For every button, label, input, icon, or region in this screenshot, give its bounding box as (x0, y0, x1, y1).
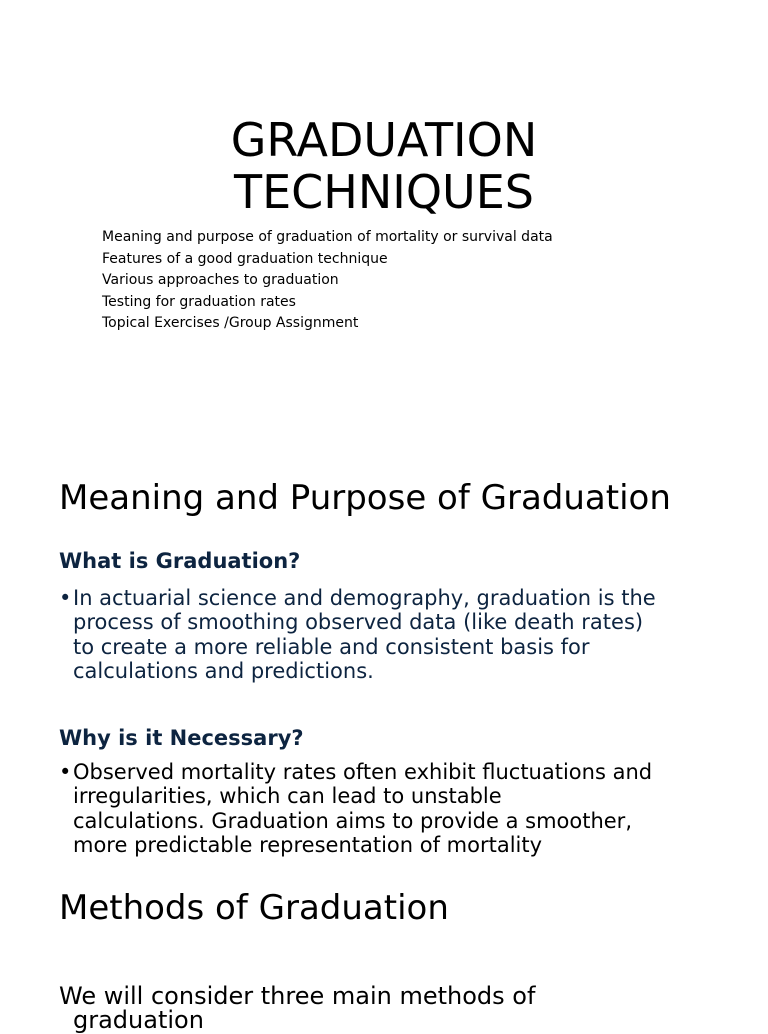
title-line-1: GRADUATION (230, 113, 538, 167)
bullet-line: process of smoothing observed data (like death rates) (73, 610, 644, 635)
what-is-graduation-heading: What is Graduation? (59, 549, 301, 573)
bullet-glyph: • (59, 586, 72, 610)
what-bullet (59, 586, 719, 683)
bullet-line: calculations and predictions. (73, 658, 374, 683)
slide-heading: Methods of Graduation (59, 888, 449, 928)
bullet-line: to create a more reliable and consistent basis for (73, 634, 590, 659)
bullet-text (73, 760, 719, 857)
bullet-line: calculations. Graduation aims to provide a smoother, (73, 808, 632, 833)
title-slide (0, 0, 768, 420)
intro-line: We will consider three main methods of (59, 982, 536, 1010)
title-line-2: TECHNIQUES (234, 165, 534, 219)
topic-item: Topical Exercises /Group Assignment (102, 315, 359, 331)
bullet-glyph: • (59, 760, 72, 784)
bullet-line: Observed mortality rates often exhibit fluctuations and (73, 760, 653, 784)
topic-item: Meaning and purpose of graduation of mortality or survival data (102, 229, 553, 245)
topics-list (102, 227, 553, 335)
bullet-text (73, 586, 719, 683)
slide-title (0, 114, 768, 218)
bullet-line: more predictable representation of mortality (73, 832, 543, 857)
topic-item: Testing for graduation rates (102, 293, 296, 310)
bullet-line: In actuarial science and demography, graduation is the (73, 586, 656, 610)
why-bullet (59, 760, 719, 857)
topic-item: Various approaches to graduation (102, 272, 339, 288)
why-necessary-heading: Why is it Necessary? (59, 726, 304, 750)
slide-heading: Meaning and Purpose of Graduation (59, 478, 671, 518)
intro-line: graduation (73, 1006, 204, 1034)
bullet-line: irregularities, which can lead to unstable (73, 784, 502, 809)
methods-intro-text (59, 984, 699, 1032)
topic-item: Features of a good graduation technique (102, 250, 388, 267)
